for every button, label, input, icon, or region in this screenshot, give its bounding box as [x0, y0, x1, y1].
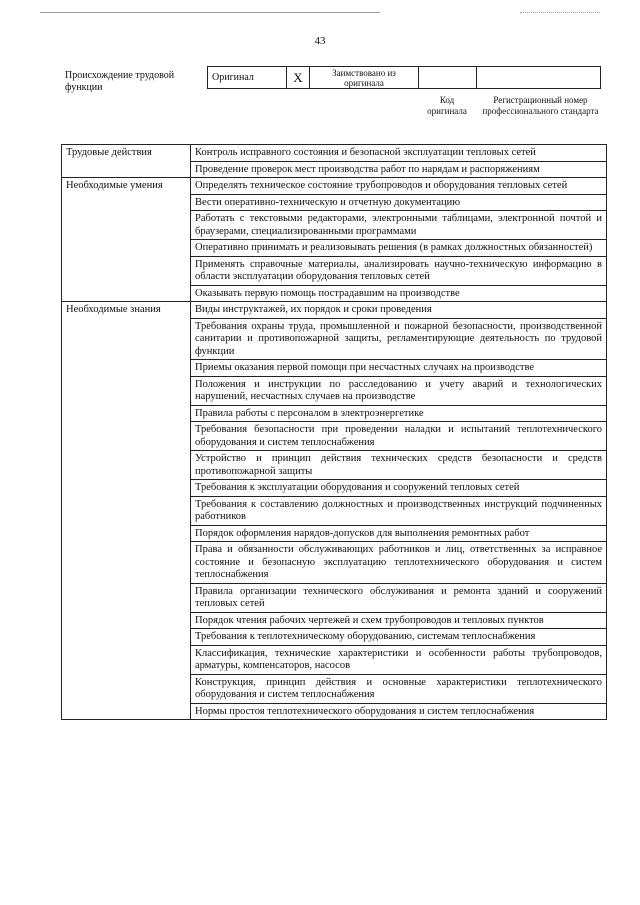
item-cell: Оказывать первую помощь пострадавшим на производстве: [191, 285, 607, 302]
item-cell: Оперативно принимать и реализовывать решения (в рамках должностных обязанностей): [191, 240, 607, 257]
labor-function-table: [61, 144, 607, 720]
item-cell: Классификация, технические характеристики и особенности работы трубопроводов, арматуры, компенсаторов, насосов: [191, 645, 607, 674]
item-cell: Приемы оказания первой помощи при несчастных случаях на производстве: [191, 360, 607, 377]
item-cell: Порядок чтения рабочих чертежей и схем трубопроводов и тепловых пунктов: [191, 612, 607, 629]
table-row: [62, 145, 607, 162]
table-row: [62, 302, 607, 319]
item-cell: Конструкция, принцип действия и основные характеристики теплотехнического оборудования и систем теплоснабжения: [191, 674, 607, 703]
item-cell: Права и обязанности обслуживающих работников и лиц, ответственных за исправное состояние и безопасную эксплуатацию теплотехнического оборудования и систем теплоснабжения: [191, 542, 607, 584]
item-cell: Определять техническое состояние трубопроводов и оборудования тепловых сетей: [191, 178, 607, 195]
reg-number-cell: [477, 67, 601, 89]
item-cell: Нормы простоя теплотехнического оборудования и систем теплоснабжения: [191, 703, 607, 720]
item-cell: Порядок оформления нарядов-допусков для выполнения ремонтных работ: [191, 525, 607, 542]
item-cell: Вести оперативно-техническую и отчетную документацию: [191, 194, 607, 211]
code-caption: Код оригинала: [427, 95, 467, 116]
item-cell: Требования охраны труда, промышленной и пожарной безопасности, производственной санитарии и противопожарной защиты, регламентирующие деятельность по трудовой функции: [191, 318, 607, 360]
category-cell: Необходимые знания: [62, 302, 191, 720]
item-cell: Требования к теплотехническому оборудованию, системам теплоснабжения: [191, 629, 607, 646]
borrowed-cell: Заимствовано из оригинала: [310, 67, 419, 89]
item-cell: Требования безопасности при проведении наладки и испытаний теплотехнического оборудования и систем теплоснабжения: [191, 422, 607, 451]
item-cell: Устройство и принцип действия технических средств безопасности и средств противопожарной защиты: [191, 451, 607, 480]
item-cell: Контроль исправного состояния и безопасной эксплуатации тепловых сетей: [191, 145, 607, 162]
scan-top-rule: [40, 12, 380, 13]
item-cell: Требования к эксплуатации оборудования и сооружений тепловых сетей: [191, 480, 607, 497]
item-cell: Требования к составлению должностных и производственных инструкций подчиненных работников: [191, 496, 607, 525]
item-cell: Правила работы с персоналом в электроэнергетике: [191, 405, 607, 422]
page-number: 43: [314, 35, 326, 47]
item-cell: Применять справочные материалы, анализировать научно-техническую информацию в области эксплуатации оборудования тепловых сетей: [191, 256, 607, 285]
original-mark: X: [287, 67, 310, 89]
item-cell: Виды инструктажей, их порядок и сроки проведения: [191, 302, 607, 319]
item-cell: Правила организации технического обслуживания и ремонта зданий и сооружений тепловых сетей: [191, 583, 607, 612]
category-cell: Необходимые умения: [62, 178, 191, 302]
item-cell: Положения и инструкции по расследованию и учету аварий и технологических нарушений, несчастных случаев на производстве: [191, 376, 607, 405]
original-cell: Оригинал: [208, 67, 287, 89]
reg-caption: Регистрационный номер профессионального стандарта: [482, 95, 599, 116]
origin-table: [207, 66, 601, 89]
category-cell: Трудовые действия: [62, 145, 191, 178]
code-cell: [419, 67, 477, 89]
item-cell: Работать с текстовыми редакторами, электронными таблицами, электронной почтой и браузерами, специализированными программами: [191, 211, 607, 240]
origin-label: Происхождение трудовой функции: [65, 70, 175, 93]
table-row: [62, 178, 607, 195]
item-cell: Проведение проверок мест производства работ по нарядам и распоряжениям: [191, 161, 607, 178]
scan-top-dots: [520, 12, 600, 13]
